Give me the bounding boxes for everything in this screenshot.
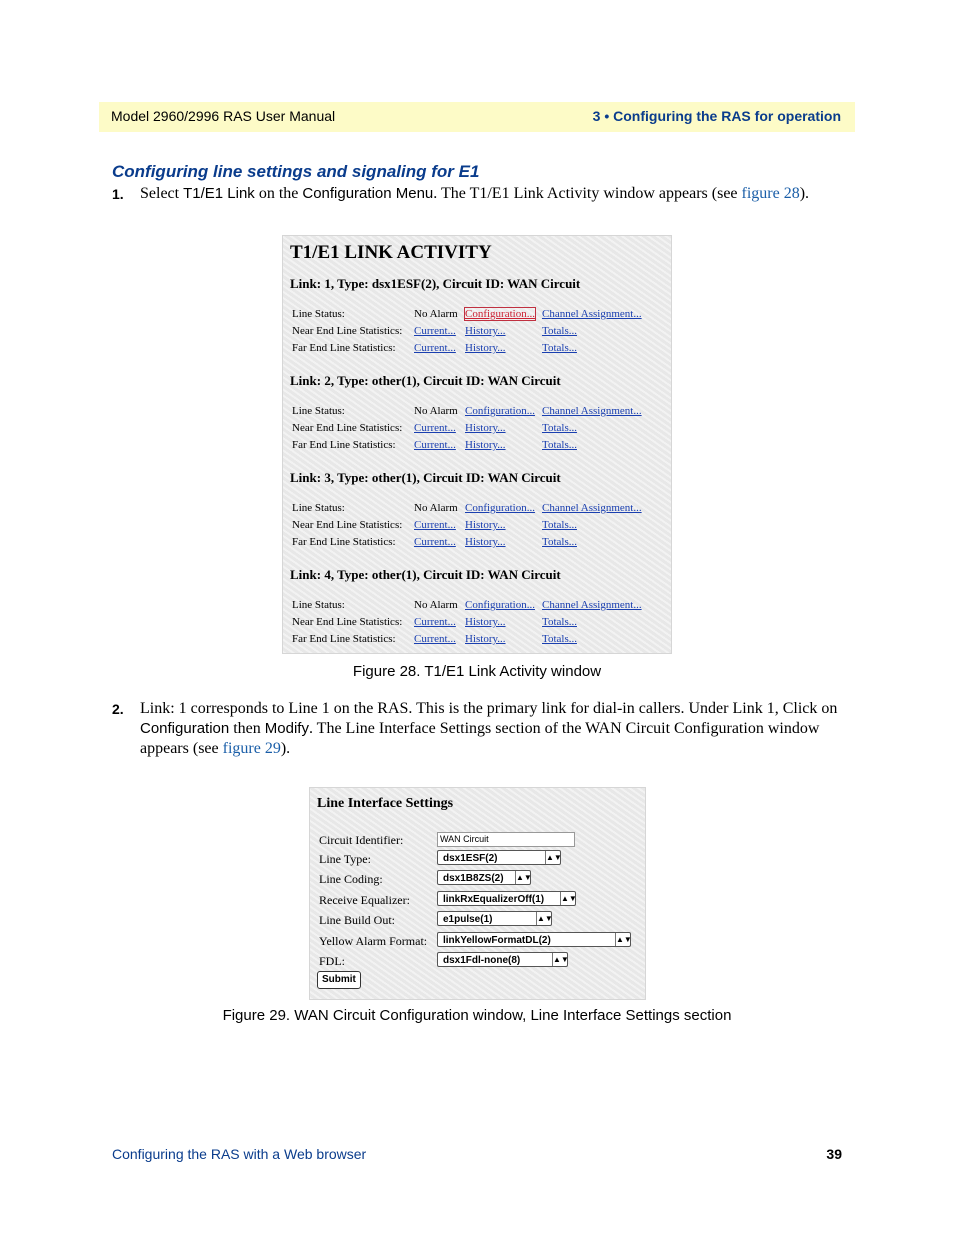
row-label: Line Status: <box>292 599 345 611</box>
receive-equalizer-select[interactable]: linkRxEqualizerOff(1) ▲▼ <box>437 891 576 906</box>
field-label: Circuit Identifier: <box>319 833 404 847</box>
row-label: Far End Line Statistics: <box>292 536 396 548</box>
configuration-link[interactable]: Configuration... <box>465 308 535 320</box>
field-label: Receive Equalizer: <box>319 893 410 907</box>
circuit-identifier-input[interactable]: WAN Circuit <box>437 832 575 847</box>
far-end-stats-row <box>292 536 662 551</box>
figure-29-caption: Figure 29. WAN Circuit Configuration window, Line Interface Settings section <box>222 1007 732 1024</box>
select-arrows-icon: ▲▼ <box>553 955 569 964</box>
field-label: Yellow Alarm Format: <box>319 934 428 948</box>
current-stats-link[interactable]: Current... <box>414 439 456 451</box>
select-arrows-icon: ▲▼ <box>561 894 577 903</box>
fdl-select[interactable]: dsx1Fdl-none(8) ▲▼ <box>437 952 568 967</box>
link-heading: Link: 1, Type: dsx1ESF(2), Circuit ID: WAN Circuit <box>290 276 581 291</box>
step-text: Link: 1 corresponds to Line 1 on the RAS. This is the primary link for dial-in callers. Under Link 1, Click on Configuration then Modify. The Line Interface Settings section of the WAN Circuit Configuration window appears (see figure 29). <box>140 700 838 757</box>
line-status-row <box>292 308 662 323</box>
link-heading: Link: 3, Type: other(1), Circuit ID: WAN Circuit <box>290 470 561 485</box>
field-label: Line Build Out: <box>319 913 395 927</box>
row-label: Near End Line Statistics: <box>292 325 403 337</box>
totals-stats-link[interactable]: Totals... <box>542 536 577 548</box>
alarm-status: No Alarm <box>414 405 458 417</box>
totals-stats-link[interactable]: Totals... <box>542 342 577 354</box>
line-status-row <box>292 405 662 420</box>
current-stats-link[interactable]: Current... <box>414 422 456 434</box>
figure-28-caption: Figure 28. T1/E1 Link Activity window <box>352 663 602 680</box>
channel-assignment-link[interactable]: Channel Assignment... <box>542 405 642 417</box>
yellow-alarm-format-row <box>319 932 639 950</box>
near-end-stats-row <box>292 519 662 534</box>
row-label: Line Status: <box>292 405 345 417</box>
submit-button[interactable]: Submit <box>317 971 361 989</box>
history-stats-link[interactable]: History... <box>465 519 506 531</box>
row-label: Line Status: <box>292 308 345 320</box>
current-stats-link[interactable]: Current... <box>414 536 456 548</box>
current-stats-link[interactable]: Current... <box>414 325 456 337</box>
manual-title: Model 2960/2996 RAS User Manual <box>111 108 336 124</box>
history-stats-link[interactable]: History... <box>465 342 506 354</box>
near-end-stats-row <box>292 616 662 631</box>
link-heading: Link: 2, Type: other(1), Circuit ID: WAN Circuit <box>290 373 561 388</box>
alarm-status: No Alarm <box>414 599 458 611</box>
totals-stats-link[interactable]: Totals... <box>542 519 577 531</box>
configuration-link[interactable]: Configuration... <box>465 405 535 417</box>
select-arrows-icon: ▲▼ <box>537 914 553 923</box>
row-label: Line Status: <box>292 502 345 514</box>
totals-stats-link[interactable]: Totals... <box>542 422 577 434</box>
page-number: 39 <box>826 1146 842 1162</box>
fdl-row <box>319 952 639 970</box>
row-label: Near End Line Statistics: <box>292 616 403 628</box>
select-arrows-icon: ▲▼ <box>546 853 562 862</box>
field-label: FDL: <box>319 954 346 968</box>
totals-stats-link[interactable]: Totals... <box>542 325 577 337</box>
step-text: Select T1/E1 Link on the Configuration Menu. The T1/E1 Link Activity window appears (see figure 28). <box>140 185 810 202</box>
history-stats-link[interactable]: History... <box>465 616 506 628</box>
link-heading: Link: 4, Type: other(1), Circuit ID: WAN Circuit <box>290 567 561 582</box>
line-coding-row <box>319 870 639 888</box>
near-end-stats-row <box>292 422 662 437</box>
link-activity-title: T1/E1 LINK ACTIVITY <box>290 242 492 263</box>
row-label: Near End Line Statistics: <box>292 422 403 434</box>
channel-assignment-link[interactable]: Channel Assignment... <box>542 599 642 611</box>
totals-stats-link[interactable]: Totals... <box>542 633 577 645</box>
figure-29-link[interactable]: figure 29 <box>222 740 281 757</box>
line-status-row <box>292 599 662 614</box>
line-coding-select[interactable]: dsx1B8ZS(2) ▲▼ <box>437 870 531 885</box>
history-stats-link[interactable]: History... <box>465 536 506 548</box>
line-build-out-row <box>319 911 639 929</box>
receive-equalizer-row <box>319 891 639 909</box>
line-interface-settings-panel <box>309 787 646 1000</box>
row-label: Near End Line Statistics: <box>292 519 403 531</box>
row-label: Far End Line Statistics: <box>292 439 396 451</box>
near-end-stats-row <box>292 325 662 340</box>
circuit-identifier-row <box>319 831 639 849</box>
totals-stats-link[interactable]: Totals... <box>542 616 577 628</box>
line-type-select[interactable]: dsx1ESF(2) ▲▼ <box>437 850 561 865</box>
alarm-status: No Alarm <box>414 308 458 320</box>
current-stats-link[interactable]: Current... <box>414 633 456 645</box>
figure-28-link[interactable]: figure 28 <box>741 185 800 202</box>
line-type-row <box>319 850 639 868</box>
history-stats-link[interactable]: History... <box>465 325 506 337</box>
history-stats-link[interactable]: History... <box>465 422 506 434</box>
row-label: Far End Line Statistics: <box>292 633 396 645</box>
alarm-status: No Alarm <box>414 502 458 514</box>
far-end-stats-row <box>292 342 662 357</box>
field-label: Line Type: <box>319 852 371 866</box>
select-arrows-icon: ▲▼ <box>516 873 532 882</box>
select-arrows-icon: ▲▼ <box>616 935 632 944</box>
history-stats-link[interactable]: History... <box>465 439 506 451</box>
configuration-link[interactable]: Configuration... <box>465 599 535 611</box>
totals-stats-link[interactable]: Totals... <box>542 439 577 451</box>
channel-assignment-link[interactable]: Channel Assignment... <box>542 308 642 320</box>
page-header <box>99 102 855 132</box>
far-end-stats-row <box>292 439 662 454</box>
yellow-alarm-format-select[interactable]: linkYellowFormatDL(2) ▲▼ <box>437 932 631 947</box>
step-number: 2. <box>112 701 124 717</box>
current-stats-link[interactable]: Current... <box>414 519 456 531</box>
footer-chapter: Configuring the RAS with a Web browser <box>112 1146 367 1162</box>
line-build-out-select[interactable]: e1pulse(1) ▲▼ <box>437 911 552 926</box>
chapter-title: 3 • Configuring the RAS for operation <box>592 108 841 124</box>
current-stats-link[interactable]: Current... <box>414 616 456 628</box>
field-label: Line Coding: <box>319 872 383 886</box>
far-end-stats-row <box>292 633 662 648</box>
section-title: Configuring line settings and signaling for E1 <box>112 162 480 181</box>
current-stats-link[interactable]: Current... <box>414 342 456 354</box>
configuration-link[interactable]: Configuration... <box>465 502 535 514</box>
step-number: 1. <box>112 186 124 202</box>
history-stats-link[interactable]: History... <box>465 633 506 645</box>
line-interface-title: Line Interface Settings <box>317 796 454 811</box>
channel-assignment-link[interactable]: Channel Assignment... <box>542 502 642 514</box>
link-activity-window <box>282 235 672 654</box>
line-status-row <box>292 502 662 517</box>
row-label: Far End Line Statistics: <box>292 342 396 354</box>
